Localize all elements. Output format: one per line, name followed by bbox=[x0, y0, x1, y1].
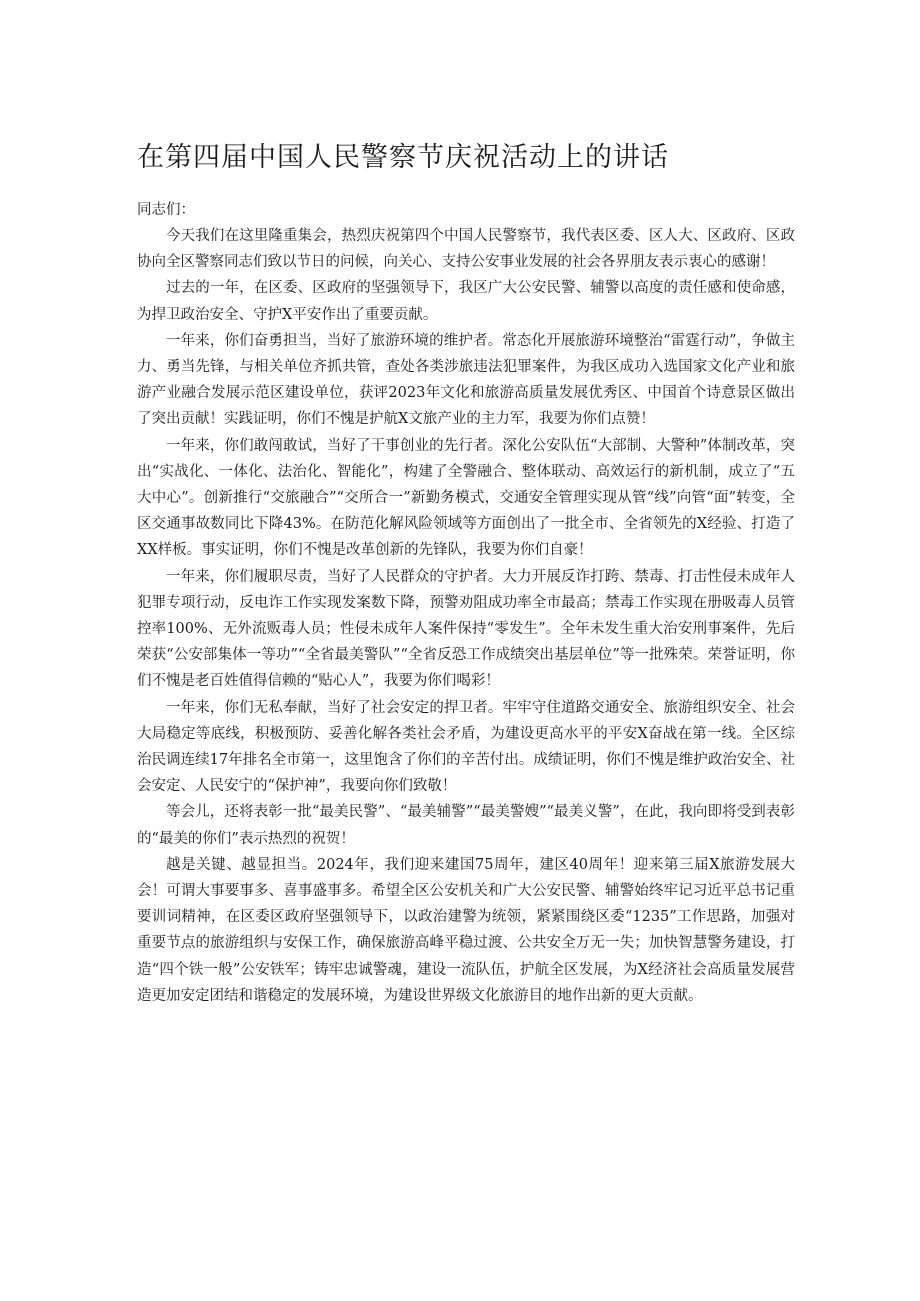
paragraph-tourism-guardian: 一年来，你们奋勇担当，当好了旅游环境的维护者。常态化开展旅游环境整治“雷霆行动”，争做主力、勇当先锋，与相关单位齐抓共管，查处各类涉旅违法犯罪案件，为我区成功入选国家文化产业和旅游产业融合发展示范区建设单位，获评2023年文化和旅游高质量发展优秀区、中国首个诗意景区做出了突出贡献！实践证明，你们不愧是护航X文旅产业的主力军，我要为你们点赞！ bbox=[137, 332, 795, 428]
paragraph-outlook: 越是关键、越显担当。2024年，我们迎来建国75周年，建区40周年！迎来第三届X旅游发展大会！可谓大事要事多、喜事盛事多。希望全区公安机关和广大公安民警、辅警始终牢记习近平总书记重要训词精神，在区委区政府坚强领导下，以政治建警为统领，紧紧围绕区委“1235”工作思路，加强对重要节点的旅游组织与安保工作，确保旅游高峰平稳过渡、公共安全万无一失；加快智慧警务建设，打造“四个铁一般”公安铁军；铸牢忠诚警魂，建设一流队伍，护航全区发展，为X经济社会高质量发展营造更加安定团结和谐稳定的发展环境，为建设世界级文化旅游目的地作出新的更大贡献。 bbox=[137, 856, 795, 1004]
paragraph-past-year: 过去的一年，在区委、区政府的坚强领导下，我区广大公安民警、辅警以高度的责任感和使命感，为捍卫政治安全、守护X平安作出了重要贡献。 bbox=[137, 280, 795, 323]
salutation: 同志们： bbox=[137, 202, 195, 218]
document-title: 在第四届中国人民警察节庆祝活动上的讲话 bbox=[137, 142, 669, 173]
document-body bbox=[137, 223, 795, 1009]
paragraph-opening: 今天我们在这里隆重集会，热烈庆祝第四个中国人民警察节，我代表区委、区人大、区政府、区政协向全区警察同志们致以节日的问候，向关心、支持公安事业发展的社会各界朋友表示衷心的感谢！ bbox=[137, 228, 795, 271]
paragraph-commendation: 等会儿，还将表彰一批“最美民警”、“最美辅警”“最美警嫂”“最美义警”，在此，我向即将受到表彰的“最美的你们”表示热烈的祝贺！ bbox=[137, 804, 795, 847]
paragraph-reform-pioneer: 一年来，你们敢闯敢试，当好了干事创业的先行者。深化公安队伍“大部制、大警种”体制改革，突出“实战化、一体化、法治化、智能化”，构建了全警融合、整体联动、高效运行的新机制，成立了“五大中心”。创新推行“交旅融合”“交所合一”新勤务模式，交通安全管理实现从管“线”向管“面”转变，全区交通事故数同比下降43%。在防范化解风险领域等方面创出了一批全市、全省领先的X经验、打造了XX样板。事实证明，你们不愧是改革创新的先锋队，我要为你们自豪！ bbox=[137, 437, 795, 559]
paragraph-people-guardian: 一年来，你们履职尽责，当好了人民群众的守护者。大力开展反诈打跨、禁毒、打击性侵未成年人犯罪专项行动，反电诈工作实现发案数下降，预警劝阻成功率全市最高；禁毒工作实现在册吸毒人员管控率100%、无外流贩毒人员；性侵未成年人案件保持“零发生”。全年未发生重大治安刑事案件，先后荣获“公安部集体一等功”“全省最美警队”“全省反恐工作成绩突出基层单位”等一批殊荣。荣誉证明，你们不愧是老百姓值得信赖的“贴心人”，我要为你们喝彩！ bbox=[137, 568, 795, 690]
paragraph-stability-defender: 一年来，你们无私奉献，当好了社会安定的捍卫者。牢牢守住道路交通安全、旅游组织安全、社会大局稳定等底线，积极预防、妥善化解各类社会矛盾，为建设更高水平的平安X奋战在第一线。全区综治民调连续17年排名全市第一，这里饱含了你们的辛苦付出。成绩证明，你们不愧是维护政治安全、社会安定、人民安宁的“保护神”，我要向你们致敬！ bbox=[137, 699, 795, 795]
